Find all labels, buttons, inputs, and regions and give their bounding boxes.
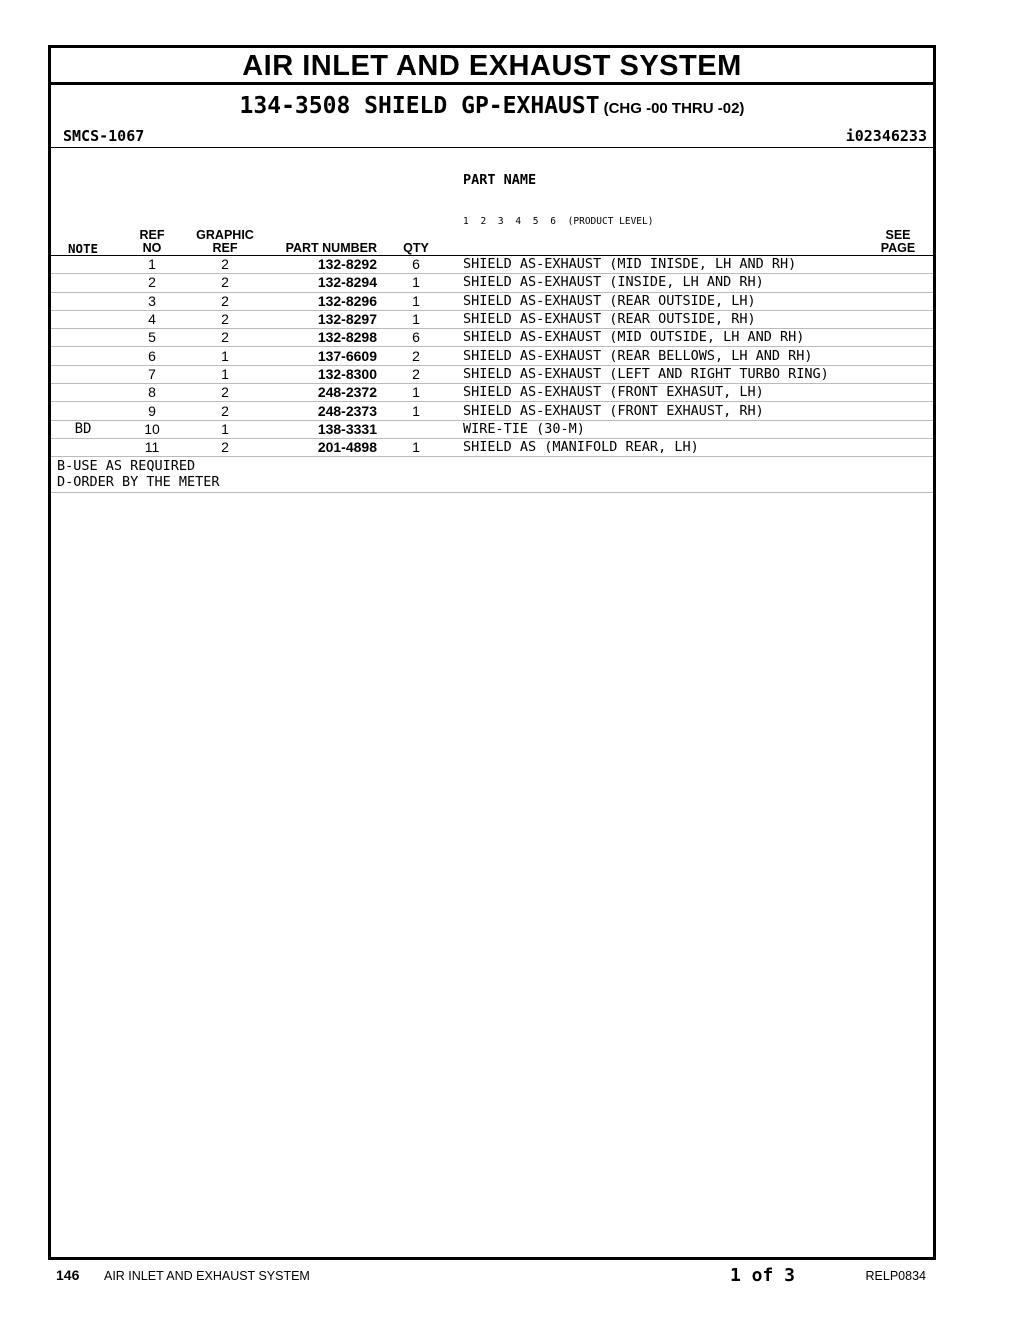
table-row: [51, 347, 933, 365]
table-row: [51, 402, 933, 420]
note-cell: [51, 274, 115, 292]
note-cell: [51, 256, 115, 274]
graphic-ref-cell: 2: [189, 438, 261, 456]
part-name-cell: SHIELD AS-EXHAUST (INSIDE, LH AND RH): [455, 274, 863, 292]
group-title: 134-3508 SHIELD GP-EXHAUST: [239, 93, 600, 119]
see-page-cell: [863, 420, 933, 438]
sheet-count: 1 of 3: [730, 1265, 796, 1286]
note-d: D-ORDER BY THE METER: [57, 473, 220, 490]
part-number-cell: 138-3331: [261, 420, 377, 438]
parts-table: [51, 148, 933, 457]
part-number-cell: 132-8294: [261, 274, 377, 292]
see-page-cell: [863, 256, 933, 274]
note-cell: [51, 365, 115, 383]
part-name-cell: WIRE-TIE (30-M): [455, 420, 863, 438]
part-number-cell: 248-2372: [261, 384, 377, 402]
page-footer: [56, 1265, 926, 1285]
see-page-cell: [863, 384, 933, 402]
table-row: [51, 310, 933, 328]
part-name-cell: SHIELD AS-EXHAUST (LEFT AND RIGHT TURBO RING): [455, 365, 863, 383]
ref-no-cell: 3: [115, 292, 189, 310]
document-code: RELP0834: [865, 1269, 926, 1283]
table-row: [51, 292, 933, 310]
table-header-row: [51, 148, 933, 256]
graphic-ref-cell: 2: [189, 402, 261, 420]
table-row: [51, 256, 933, 274]
note-cell: [51, 347, 115, 365]
col-part-name-header: PART NAME 1 2 3 4 5 6 (PRODUCT LEVEL): [455, 148, 863, 256]
qty-cell: 6: [377, 329, 455, 347]
ref-no-cell: 6: [115, 347, 189, 365]
part-number-cell: 132-8296: [261, 292, 377, 310]
see-page-cell: [863, 329, 933, 347]
ref-no-cell: 5: [115, 329, 189, 347]
table-row: [51, 329, 933, 347]
qty-cell: 1: [377, 438, 455, 456]
qty-cell: 6: [377, 256, 455, 274]
part-name-cell: SHIELD AS-EXHAUST (REAR OUTSIDE, RH): [455, 310, 863, 328]
table-row: [51, 438, 933, 456]
note-b: B-USE AS REQUIRED: [57, 458, 196, 475]
qty-cell: 1: [377, 310, 455, 328]
col-ref-no-header: REF NO: [115, 148, 189, 256]
graphic-ref-cell: 2: [189, 256, 261, 274]
graphic-ref-cell: 2: [189, 292, 261, 310]
see-page-cell: [863, 310, 933, 328]
graphic-ref-cell: 2: [189, 310, 261, 328]
part-name-cell: SHIELD AS (MANIFOLD REAR, LH): [455, 438, 863, 456]
part-number-cell: 132-8300: [261, 365, 377, 383]
table-row: [51, 274, 933, 292]
ref-no-cell: 11: [115, 438, 189, 456]
qty-cell: 1: [377, 384, 455, 402]
qty-cell: 2: [377, 347, 455, 365]
table-row: [51, 420, 933, 438]
note-cell: [51, 384, 115, 402]
see-page-cell: [863, 274, 933, 292]
see-page-cell: [863, 438, 933, 456]
notes-section: [51, 457, 933, 493]
ref-no-cell: 10: [115, 420, 189, 438]
ref-no-cell: 1: [115, 256, 189, 274]
group-heading: [51, 85, 933, 123]
illustration-id: i02346233: [845, 127, 927, 145]
page-title: AIR INLET AND EXHAUST SYSTEM: [51, 48, 933, 85]
qty-cell: 1: [377, 274, 455, 292]
product-level-label: (PRODUCT LEVEL): [567, 216, 654, 227]
group-change-range: (CHG -00 THRU -02): [603, 100, 745, 117]
ref-no-cell: 2: [115, 274, 189, 292]
part-number-cell: 248-2373: [261, 402, 377, 420]
note-cell: [51, 438, 115, 456]
part-name-cell: SHIELD AS-EXHAUST (FRONT EXHAUST, RH): [455, 402, 863, 420]
table-row: [51, 365, 933, 383]
part-name-cell: SHIELD AS-EXHAUST (REAR BELLOWS, LH AND RH): [455, 347, 863, 365]
page-number: 146: [56, 1267, 80, 1283]
graphic-ref-cell: 2: [189, 384, 261, 402]
col-qty-header: QTY: [377, 148, 455, 256]
table-row: [51, 384, 933, 402]
smcs-code: SMCS-1067: [63, 127, 145, 145]
col-part-number-header: PART NUMBER: [261, 148, 377, 256]
see-page-cell: [863, 292, 933, 310]
graphic-ref-cell: 2: [189, 329, 261, 347]
qty-cell: [377, 420, 455, 438]
part-name-cell: SHIELD AS-EXHAUST (FRONT EXHASUT, LH): [455, 384, 863, 402]
part-number-cell: 132-8292: [261, 256, 377, 274]
qty-cell: 2: [377, 365, 455, 383]
product-levels: 1 2 3 4 5 6: [463, 216, 556, 227]
note-cell: [51, 310, 115, 328]
note-cell: [51, 329, 115, 347]
see-page-cell: [863, 402, 933, 420]
note-cell: BD: [51, 420, 115, 438]
graphic-ref-cell: 2: [189, 274, 261, 292]
part-number-cell: 137-6609: [261, 347, 377, 365]
see-page-cell: [863, 365, 933, 383]
ref-no-cell: 8: [115, 384, 189, 402]
part-name-cell: SHIELD AS-EXHAUST (MID OUTSIDE, LH AND RH): [455, 329, 863, 347]
col-note-header: NOTE: [51, 148, 115, 256]
col-see-page-header: SEE PAGE: [863, 148, 933, 256]
graphic-ref-cell: 1: [189, 365, 261, 383]
col-graphic-ref-header: GRAPHIC REF: [189, 148, 261, 256]
part-name-cell: SHIELD AS-EXHAUST (MID INISDE, LH AND RH): [455, 256, 863, 274]
graphic-ref-cell: 1: [189, 347, 261, 365]
smcs-row: [51, 123, 933, 148]
note-cell: [51, 402, 115, 420]
graphic-ref-cell: 1: [189, 420, 261, 438]
footer-section-title: AIR INLET AND EXHAUST SYSTEM: [104, 1269, 310, 1283]
ref-no-cell: 9: [115, 402, 189, 420]
qty-cell: 1: [377, 402, 455, 420]
qty-cell: 1: [377, 292, 455, 310]
part-name-cell: SHIELD AS-EXHAUST (REAR OUTSIDE, LH): [455, 292, 863, 310]
part-number-cell: 132-8298: [261, 329, 377, 347]
ref-no-cell: 7: [115, 365, 189, 383]
see-page-cell: [863, 347, 933, 365]
document-frame: [48, 45, 936, 1260]
note-cell: [51, 292, 115, 310]
part-number-cell: 201-4898: [261, 438, 377, 456]
ref-no-cell: 4: [115, 310, 189, 328]
part-number-cell: 132-8297: [261, 310, 377, 328]
